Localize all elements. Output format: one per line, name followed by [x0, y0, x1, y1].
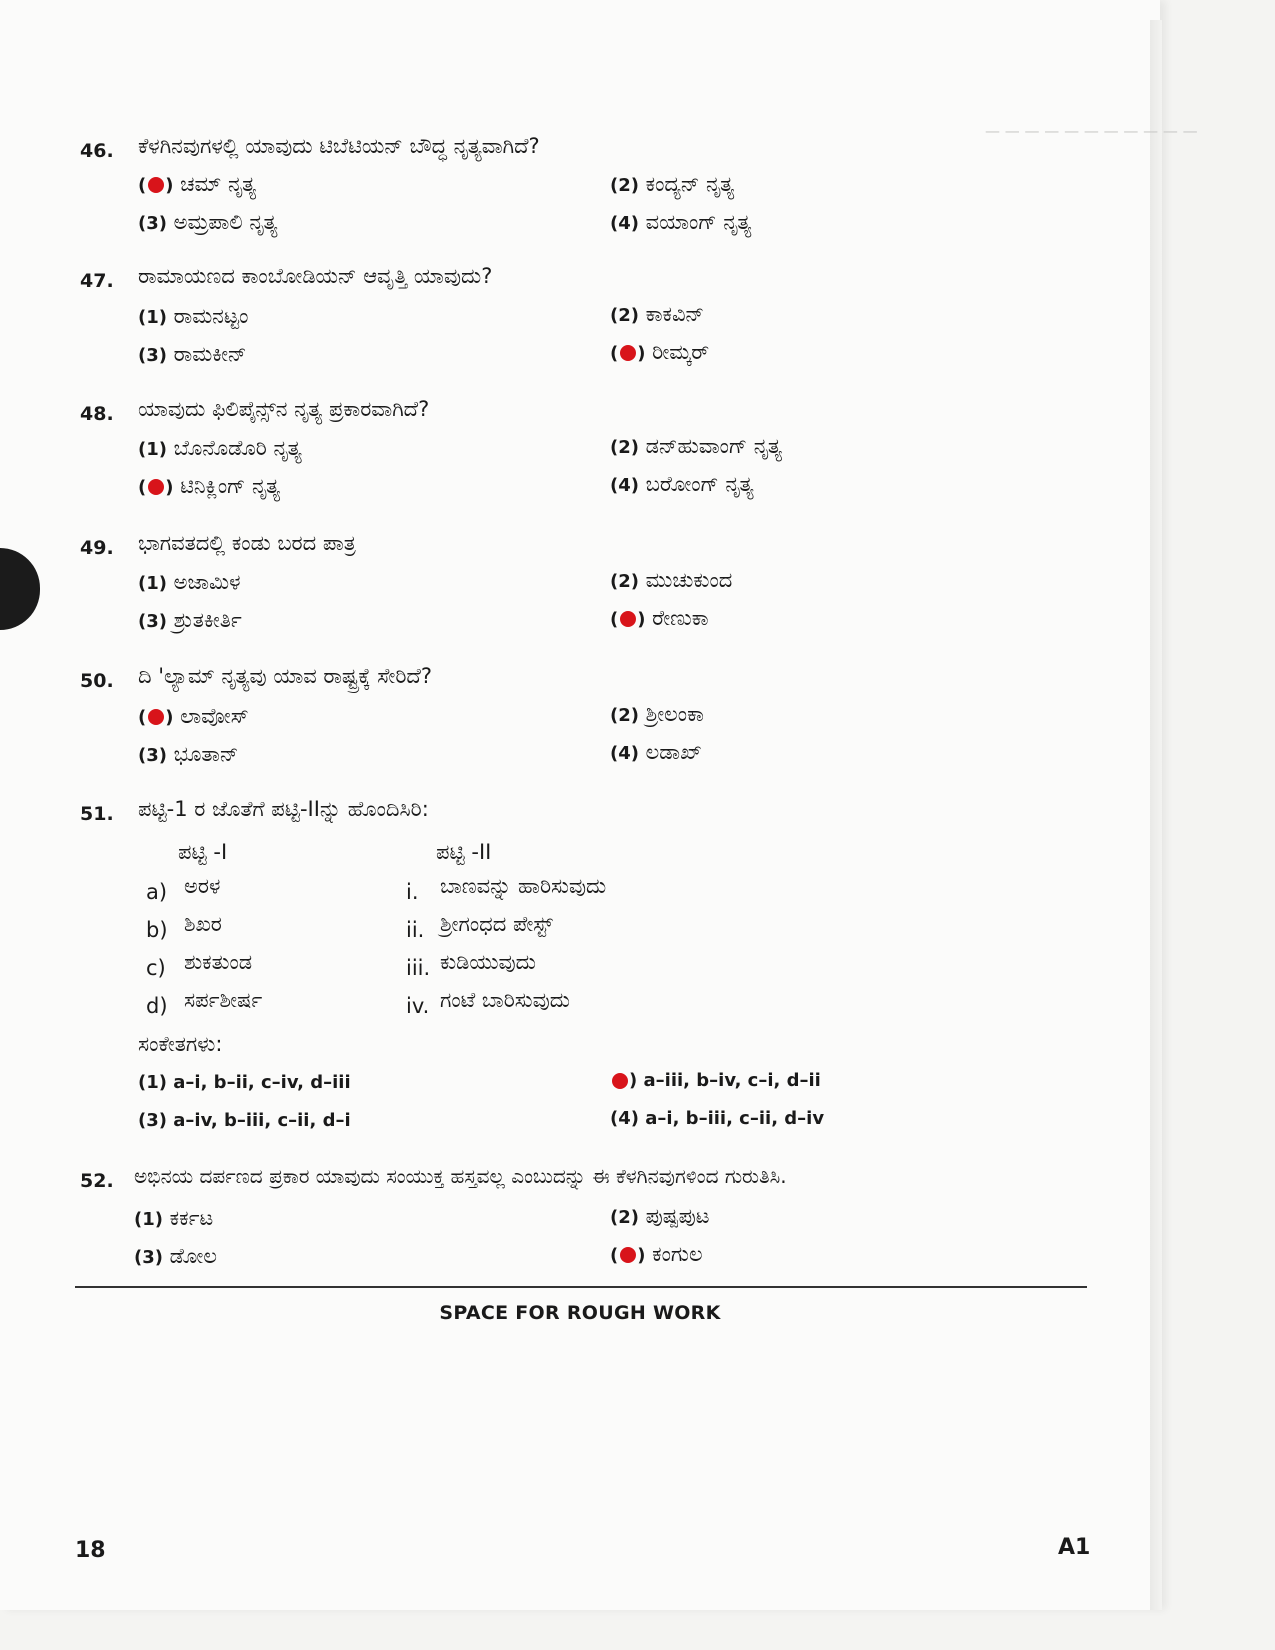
option-text: ಮುಚುಕುಂದ: [645, 568, 733, 592]
option-4[interactable]: [610, 740, 702, 765]
codes-label: ಸಂಕೇತಗಳು:: [138, 1032, 223, 1056]
option-text: ರಾಮನಟ್ಟಂ: [173, 304, 249, 328]
list-1-item: ಶಿಖರ: [184, 912, 222, 936]
question-text: ಅಭಿನಯ ದರ್ಪಣದ ಪ್ರಕಾರ ಯಾವುದು ಸಂಯುಕ್ತ ಹಸ್ತವಲ್ಲ ಎಂಬುದನ್ನು ಈ ಕೆಳಗಿನವುಗಳಿಂದ ಗುರುತಿಸಿ.: [134, 1164, 787, 1188]
option-number: (3): [138, 213, 167, 234]
question-number: 52.: [80, 1170, 114, 1192]
option-number: (2): [610, 705, 639, 726]
answer-mark-icon: [148, 177, 164, 193]
option-text: ಶ್ರೀಲಂಕಾ: [645, 702, 704, 726]
rough-work-heading: SPACE FOR ROUGH WORK: [439, 1302, 721, 1324]
option-2[interactable]: [610, 1204, 709, 1229]
list-2-item: ಶ್ರೀಗಂಧದ ಪೇಸ್ಟ್: [440, 912, 553, 936]
option-4[interactable]: ( ) ರೇಣುಕಾ: [610, 606, 709, 630]
divider-line: [75, 1286, 1087, 1288]
list-2-key: iii.: [406, 956, 431, 980]
option-text: a–iv, b–iii, c–ii, d–i: [173, 1110, 351, 1131]
option-2[interactable]: ) a–iii, b–iv, c–i, d–ii: [610, 1070, 821, 1091]
option-text: ಪುಷ್ಪಪುಟ: [645, 1204, 710, 1228]
option-text: ಕಂಗುಲ: [652, 1242, 703, 1266]
option-text: a–i, b–ii, c–iv, d–iii: [173, 1072, 351, 1093]
question-number: 50.: [80, 670, 114, 692]
option-text: a–iii, b–iv, c–i, d–ii: [643, 1070, 821, 1091]
option-1[interactable]: ( ) ಚಮ್ ನೃತ್ಯ: [138, 172, 257, 196]
option-text: ಡನ್‌ಹುವಾಂಗ್ ನೃತ್ಯ: [645, 434, 782, 458]
question-text: ಪಟ್ಟಿ-1 ರ ಜೊತೆಗೆ ಪಟ್ಟಿ-IIನ್ನು ಹೊಂದಿಸಿರಿ:: [138, 797, 429, 821]
option-text: ಅಜಾಮಿಳ: [173, 570, 241, 594]
list-1-item: ಅರಳ: [184, 874, 221, 898]
page-edge: [1150, 20, 1162, 1610]
option-number: (1): [138, 307, 167, 328]
option-text: ಕರ್ಕಟ: [169, 1206, 214, 1230]
option-number: (1): [138, 439, 167, 460]
option-3[interactable]: [134, 1244, 217, 1269]
booklet-code: A1: [1058, 1535, 1091, 1560]
option-text: ಚಮ್ ನೃತ್ಯ: [180, 172, 257, 196]
option-1[interactable]: [138, 1072, 351, 1093]
option-number: (4): [610, 1108, 639, 1129]
option-text: ಬರೋಂಗ್ ನೃತ್ಯ: [645, 472, 754, 496]
option-number: (3): [138, 1110, 167, 1131]
option-number: (1): [134, 1209, 163, 1230]
question-text: ಕೆಳಗಿನವುಗಳಲ್ಲಿ ಯಾವುದು ಟಿಬೆಟಿಯನ್ ಬೌದ್ಧ ನೃತ್ಯವಾಗಿದೆ?: [138, 134, 540, 158]
answer-mark-icon: [620, 611, 636, 627]
option-text: ವಯಾಂಗ್ ನೃತ್ಯ: [645, 210, 752, 234]
option-text: ಬೊನೊಡೊರಿ ನೃತ್ಯ: [173, 436, 302, 460]
question-text: ಭಾಗವತದಲ್ಲಿ ಕಂಡು ಬರದ ಪಾತ್ರ: [138, 531, 356, 555]
option-1[interactable]: [138, 304, 248, 329]
question-number: 51.: [80, 803, 114, 825]
page-number: 18: [75, 1538, 106, 1563]
answer-mark-icon: [612, 1073, 628, 1089]
question-number: 49.: [80, 537, 114, 559]
option-number: (4): [610, 475, 639, 496]
option-3[interactable]: [138, 1110, 351, 1131]
option-text: ಕಂದ್ಯನ್ ನೃತ್ಯ: [645, 172, 735, 196]
option-text: ರೇಣುಕಾ: [652, 606, 709, 630]
question-text: ದಿ 'ಲ್ಯಾಮ್ ನೃತ್ಯವು ಯಾವ ರಾಷ್ಟ್ರಕ್ಕೆ ಸೇರಿದೆ?: [138, 664, 432, 688]
list-1-item: ಶುಕತುಂಡ: [184, 950, 253, 974]
option-number: (2): [610, 571, 639, 592]
option-text: ಡೋಲ: [169, 1244, 217, 1268]
option-number: (1): [138, 1072, 167, 1093]
option-text: a–i, b–iii, c–ii, d–iv: [645, 1108, 825, 1129]
option-number: (3): [138, 345, 167, 366]
option-3[interactable]: [138, 342, 247, 367]
option-4[interactable]: ( ) ಕಂಗುಲ: [610, 1242, 703, 1266]
option-number: (3): [138, 611, 167, 632]
option-2[interactable]: [610, 702, 704, 727]
bleed-through: — — — — — — — — — — —: [985, 122, 1198, 140]
option-3[interactable]: ( ) ಟಿನಿಕ್ಲಿಂಗ್ ನೃತ್ಯ: [138, 474, 281, 498]
option-number: (2): [610, 305, 639, 326]
question-text: ಯಾವುದು ಫಿಲಿಪೈನ್ಸ್‌ನ ನೃತ್ಯ ಪ್ರಕಾರವಾಗಿದೆ?: [138, 397, 430, 421]
option-2[interactable]: [610, 434, 782, 459]
question-number: 46.: [80, 140, 114, 162]
option-text: ರಾಮಕೀನ್: [173, 342, 247, 366]
option-text: ಲಡಾಖ್: [645, 740, 703, 764]
question-text: ರಾಮಾಯಣದ ಕಾಂಬೋಡಿಯನ್ ಆವೃತ್ತಿ ಯಾವುದು?: [138, 264, 493, 288]
list-1-item: ಸರ್ಪಶೀರ್ಷ: [184, 988, 263, 1012]
option-text: ಅಮ್ರಪಾಲಿ ನೃತ್ಯ: [173, 210, 278, 234]
list-2-key: i.: [406, 880, 419, 904]
list-2-key: ii.: [406, 918, 425, 942]
option-4[interactable]: [610, 472, 754, 497]
list-1-heading: ಪಟ್ಟಿ -I: [178, 840, 228, 864]
answer-mark-icon: [620, 345, 636, 361]
option-1[interactable]: [138, 570, 241, 595]
option-text: ಲಾವೋಸ್: [180, 704, 249, 728]
answer-mark-icon: [148, 479, 164, 495]
option-number: (3): [134, 1247, 163, 1268]
option-text: ಶ್ರುತಕೀರ್ತಿ: [173, 608, 242, 632]
option-number: (4): [610, 213, 639, 234]
list-1-key: a): [146, 880, 168, 904]
option-text: ಟಿನಿಕ್ಲಿಂಗ್ ನೃತ್ಯ: [180, 474, 281, 498]
option-2[interactable]: [610, 302, 704, 327]
option-number: (2): [610, 437, 639, 458]
option-number: (3): [138, 745, 167, 766]
list-1-key: c): [146, 956, 166, 980]
option-3[interactable]: [138, 608, 242, 633]
list-1-key: d): [146, 994, 168, 1018]
option-text: ಕಾಕವಿನ್: [645, 302, 705, 326]
option-4[interactable]: ( ) ರೀಮ್ಕರ್: [610, 340, 710, 364]
list-2-key: iv.: [406, 994, 430, 1018]
side-tab-marker: [0, 548, 40, 630]
option-number: (1): [138, 573, 167, 594]
option-1[interactable]: [138, 436, 302, 461]
list-2-item: ಕುಡಿಯುವುದು: [440, 950, 536, 974]
option-1[interactable]: ( ) ಲಾವೋಸ್: [138, 704, 249, 728]
option-2[interactable]: [610, 568, 732, 593]
option-text: ರೀಮ್ಕರ್: [652, 340, 710, 364]
list-2-item: ಬಾಣವನ್ನು ಹಾರಿಸುವುದು: [440, 874, 607, 898]
option-number: (2): [610, 175, 639, 196]
option-number: (4): [610, 743, 639, 764]
list-1-key: b): [146, 918, 168, 942]
answer-mark-icon: [148, 709, 164, 725]
option-3[interactable]: [138, 210, 278, 235]
answer-mark-icon: [620, 1247, 636, 1263]
list-2-item: ಗಂಟೆ ಬಾರಿಸುವುದು: [440, 988, 570, 1012]
option-text: ಭೂತಾನ್: [173, 742, 239, 766]
option-4[interactable]: [610, 1108, 824, 1129]
option-number: (2): [610, 1207, 639, 1228]
list-2-heading: ಪಟ್ಟಿ -II: [436, 840, 492, 864]
question-number: 47.: [80, 270, 114, 292]
option-3[interactable]: [138, 742, 238, 767]
option-4[interactable]: [610, 210, 751, 235]
option-1[interactable]: [134, 1206, 213, 1231]
question-number: 48.: [80, 403, 114, 425]
option-2[interactable]: [610, 172, 734, 197]
